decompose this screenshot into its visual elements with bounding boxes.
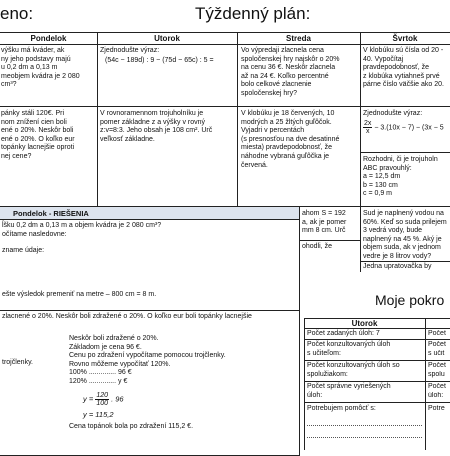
progress-col-utorok: Utorok xyxy=(351,319,378,328)
solution-conversion: ešte výsledok premeniť na metre – 800 cm = 8 m. xyxy=(2,291,157,298)
task-overlap-middle: ahom S = 192 a, ak je pomer mm 8 cm. Urč xyxy=(302,210,347,235)
fraction-numerator: 2x xyxy=(364,120,372,127)
progress-right-3: s učit xyxy=(428,350,445,357)
task-streda-2: V klobúku je 18 červených, 10 modrých a 25 žltých guľôčok. Vyjadri v percentách (s presnosťou na dve desatinné miesta) pravdepodobnosť, že náhodne vybraná guľôčka je červená. xyxy=(241,110,340,169)
task-pondelok-2: pánky stáli 120€. Pri nom znížení cien boli ené o 20%. Neskôr boli ené o 20%. O koľko eur topánky lacnejšie oproti nej cene? xyxy=(1,110,75,160)
progress-right-2: Počet xyxy=(428,341,446,348)
col-header-pondelok: Pondelok xyxy=(30,34,67,43)
solution-proportion: y = $\frac{120}{100}$ . 96 xyxy=(83,392,124,407)
solution-calculation: Neskôr boli zdražené o 20%. Základom je cena 96 €. Cenu po zdražení vypočítame pomocou trojčlenky. Rovno môžeme vypočítať 120%. 100% .............. 96 € 120% .............. y € xyxy=(69,335,226,385)
task-pondelok-1: výšku má kváder, ak ny jeho podstavy majú u 0,2 dm a 0,13 m meobjem kvádra je 2 080 cm³? xyxy=(1,47,80,89)
progress-help-line-1 xyxy=(307,425,422,426)
expression-rest: − 3.(10x − 7) − (3x − 5 xyxy=(374,124,444,132)
plan-title: Týždenný plán: xyxy=(195,4,311,23)
progress-right-8: Potre xyxy=(428,405,445,412)
solution-frac-den: 100 xyxy=(96,400,108,407)
task-stvrtok-triangle: Rozhodni, či je trojuholn ABC pravouhlý: a = 12,5 dm b = 130 cm c = 0,9 m xyxy=(363,156,438,198)
task-streda-1: Vo výpredaji zlacnela cena spoločenskej hry najskôr o 20% na cenu 36 €. Neskôr zlacnela až na 24 €. Koľko percentné bolo celkové zlacnenie spoločenskej hry? xyxy=(241,47,340,97)
task-stvrtok-1: V klobúku sú čísla od 20 - 40. Vypočítaj pravdepodobnosť, že z klobúka vytiahneš prvé párne číslo väčšie ako 20. xyxy=(363,47,444,89)
solution-sheet xyxy=(0,206,300,456)
col-header-streda: Streda xyxy=(286,34,311,43)
task-overlap-right-2: Jedna upratovačka by xyxy=(363,263,432,270)
solution-task2: zlacnené o 20%. Neskôr boli zdražené o 20%. O koľko eur boli topánky lacnejšie xyxy=(2,313,252,320)
solution-result: y = 115,2 xyxy=(83,410,114,419)
progress-row-correct: Počet správne vyriešených úloh: xyxy=(307,383,391,399)
progress-right-6: Počet xyxy=(428,383,446,390)
solution-header: Pondelok - RIEŠENIA xyxy=(13,209,89,218)
progress-row-help: Potrebujem pomôcť s: xyxy=(307,405,376,412)
progress-right-5: spolu xyxy=(428,371,445,378)
task-overlap-right: Sud je naplnený vodou na 60%. Keď so suda prilejem 3 vedrá vody, bude naplnený na 45 %. Aký je objem suda, ak v jednom vedre je 8 litrov vody? xyxy=(363,210,447,260)
solution-intro: ĺšku 0,2 dm a 0,13 m a objem kvádra je 2 080 cm³? očítame nasledovne: xyxy=(2,222,162,238)
progress-row-assigned: Počet zadaných úloh: 7 xyxy=(307,330,380,337)
col-header-utorok: Utorok xyxy=(154,34,180,43)
task-utorok-1-expression: (54c − 189d) : 9 − (75d − 65c) : 5 = xyxy=(105,57,214,64)
progress-row-teacher: Počet konzultovaných úloh s učiteľom: xyxy=(307,341,391,357)
progress-title: Moje pokro xyxy=(375,292,445,308)
solution-final: Cena topánok bola po zdražení 115,2 €. xyxy=(69,423,194,430)
name-label: eno: xyxy=(0,4,34,23)
col-header-stvrtok: Švrtok xyxy=(392,34,418,43)
solution-known: zname údaje: xyxy=(2,247,45,254)
progress-right-1: Počet xyxy=(428,330,446,337)
task-stvrtok-2-expression xyxy=(363,120,450,135)
fraction-denominator: x xyxy=(365,128,370,135)
progress-row-classmate: Počet konzultovaných úloh so spolužiakom: xyxy=(307,362,400,378)
task-utorok-1-title: Zjednodušte výraz: xyxy=(100,47,160,54)
progress-help-line-2 xyxy=(307,437,422,438)
solution-frac-num: 120 xyxy=(96,392,108,399)
solution-method: trojčlenky. xyxy=(2,359,33,366)
progress-right-4: Počet xyxy=(428,362,446,369)
task-utorok-2: V rovnoramennom trojuholníku je pomer základne z a výšky v rovný z:v=8:3. Jeho obsah je 108 cm². Urč veľkosť základne. xyxy=(100,110,213,143)
task-stvrtok-2-title: Zjednodušte výraz: xyxy=(363,110,423,117)
progress-right-7: úloh: xyxy=(428,392,444,399)
task-overlap-middle-2: ohodli, že xyxy=(302,243,332,250)
